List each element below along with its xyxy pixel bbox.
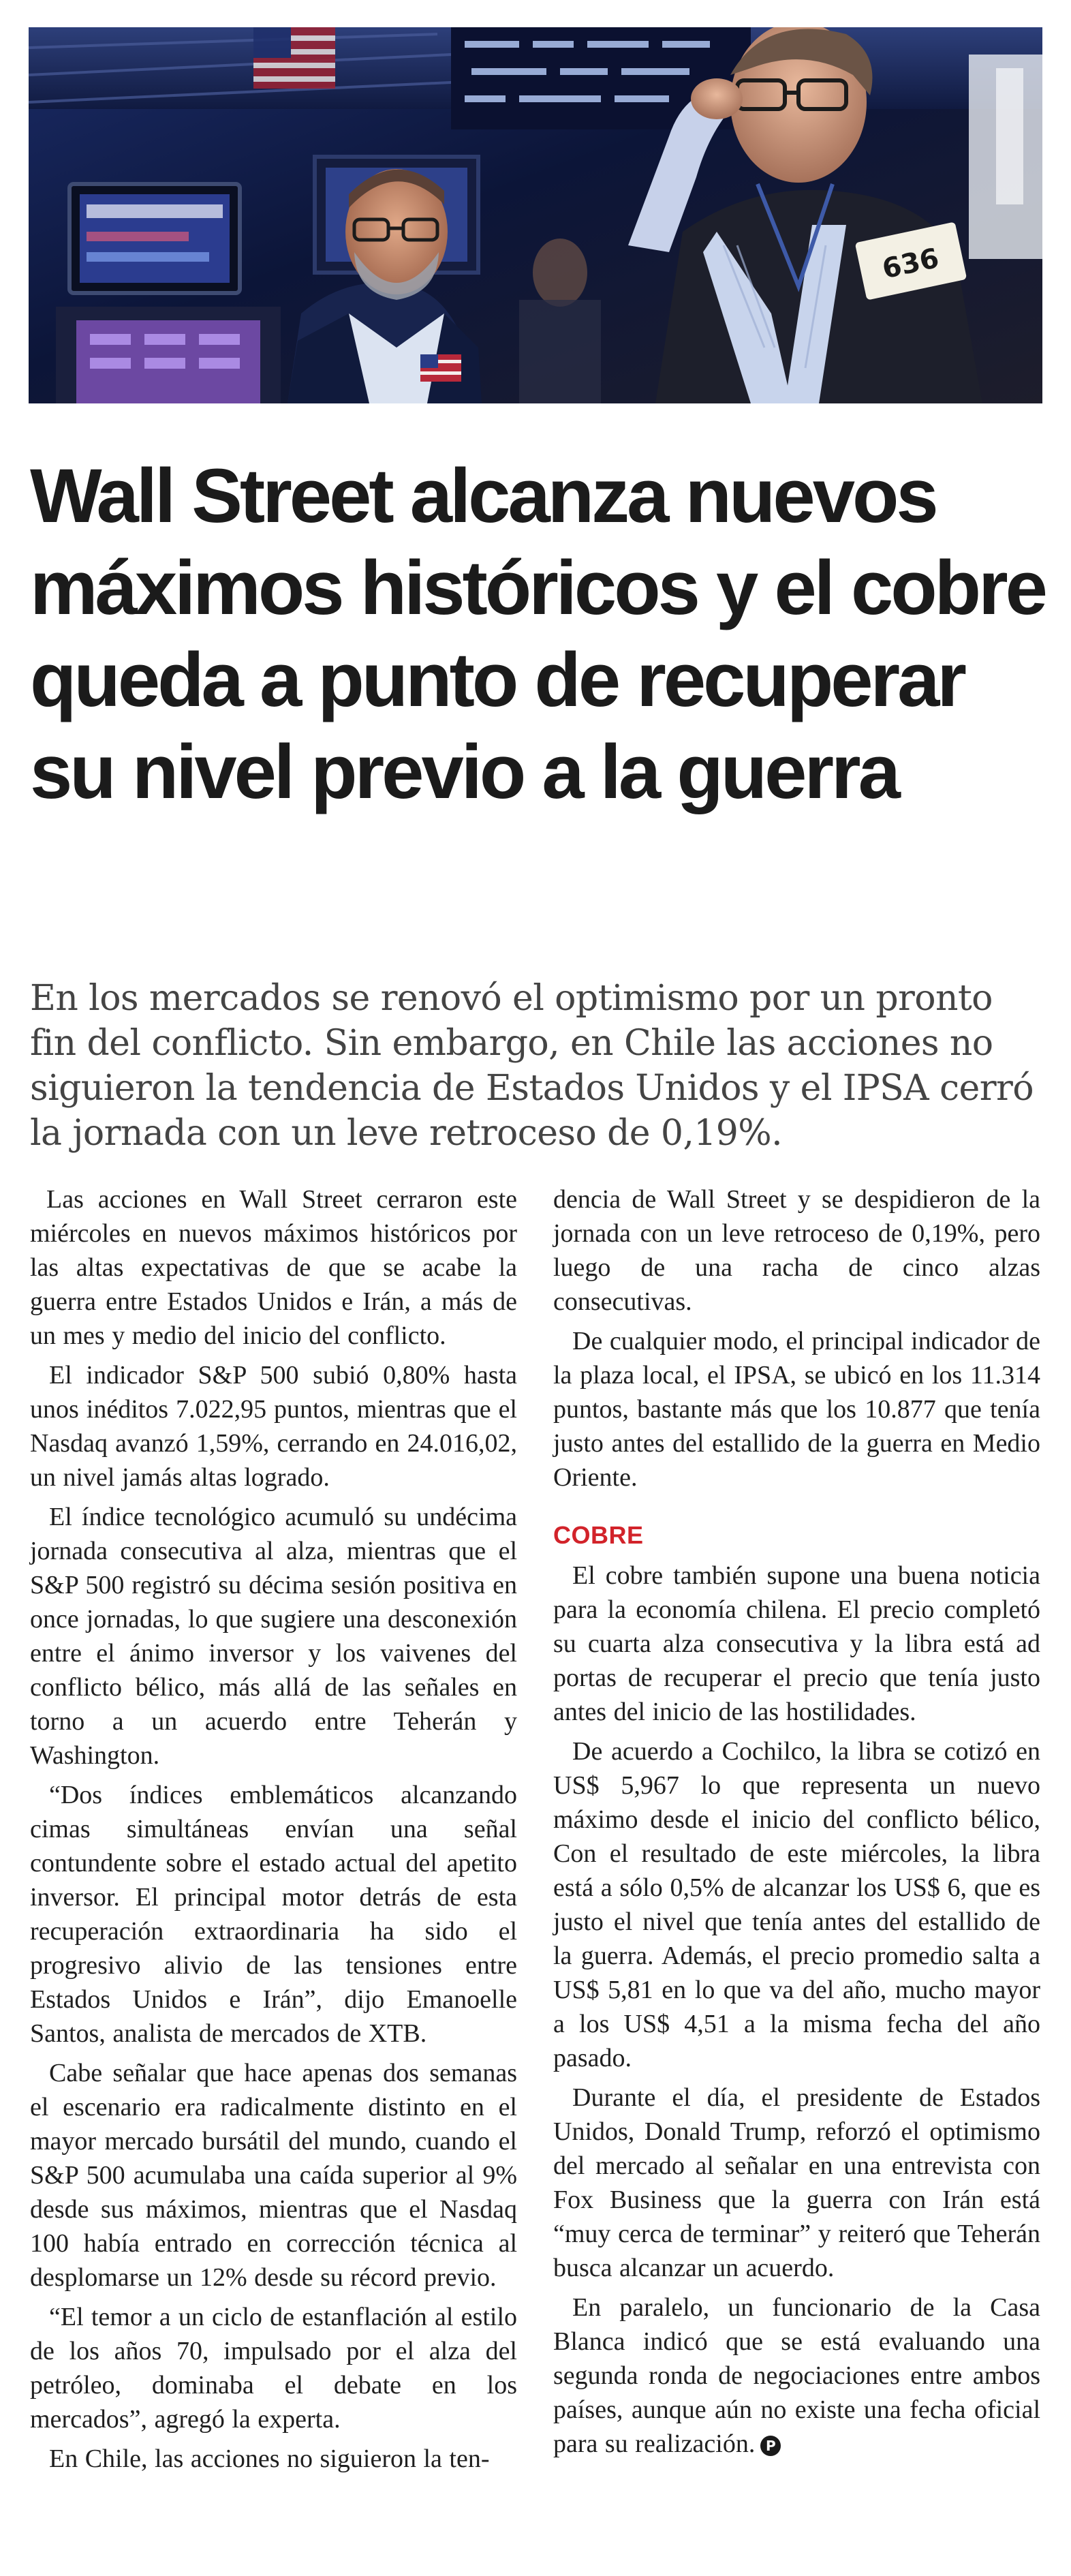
badge-number: 636	[879, 242, 942, 286]
body-paragraph: El indicador S&P 500 subió 0,80% hasta unos inéditos 7.022,95 puntos, mientras que el Nasdaq avanzó 1,59%, cerrando en 24.016,02, un nivel jamás altas logrado.	[30, 1361, 517, 1492]
body-paragraph-text: En paralelo, un funcionario de la Casa Blanca indicó que se está evaluando una segunda ronda de negociaciones entre ambos países, aunque aún no existe una fecha oficial para su realización.	[553, 2293, 1040, 2458]
headline: Wall Street alcanza nuevos máximos históricos y el cobre queda a punto de recuperar su nivel previo a la guerra	[30, 453, 1045, 814]
body-paragraph: El cobre también supone una buena noticia para la economía chilena. El precio completó su cuarta alza consecutiva y la libra está ad portas de recuperar el precio que tenía justo antes del inicio de las hostilidades.	[553, 1561, 1040, 1726]
article-subtitle: En los mercados se renovó el optimismo por un pronto fin del conflicto. Sin embargo, en Chile las acciones no siguieron la tendencia de Estados Unidos y el IPSA cerró la jornada con un leve retroceso de 0,19%.	[30, 978, 1034, 1154]
body-column-right	[553, 1182, 1040, 2466]
body-paragraph: “Dos índices emblemáticos alcanzando cimas simultáneas envían una señal contundente sobre el estado actual del apetito inversor. El principal motor detrás de esta recuperación extraordinaria ha sido el progresivo alivio de las tensiones entre Estados Unidos e Irán”, dijo Emanoelle Santos, analista de mercados de XTB.	[30, 1781, 517, 2048]
body-column-left	[30, 1182, 517, 2481]
body-paragraph: “El temor a un ciclo de estanflación al estilo de los años 70, impulsado por el alza del petróleo, dominaba el debate en los mercados”, agregó la experta.	[30, 2303, 517, 2434]
body-paragraph-last	[553, 2290, 1040, 2461]
body-paragraph: El índice tecnológico acumuló su undécima jornada consecutiva al alza, mientras que el S&P 500 registró su décima sesión positiva en once jornadas, lo que sugiere una desconexión entre el ánimo inversor y los vaivenes del conflicto bélico, más allá de las señales en torno a un acuerdo entre Teherán y Washington.	[30, 1503, 517, 1770]
section-heading: COBRE	[553, 1521, 644, 1549]
body-paragraph: Las acciones en Wall Street cerraron este miércoles en nuevos máximos históricos por las altas expectativas de que se acabe la guerra entre Estados Unidos e Irán, a más de un mes y medio del inicio del conflicto.	[30, 1185, 517, 1350]
body-paragraph: Durante el día, el presidente de Estados Unidos, Donald Trump, reforzó el optimismo del mercado al señalar en una entrevista con Fox Business que la guerra con Irán está “muy cerca de terminar” y reiteró que Teherán busca alcanzar un acuerdo.	[553, 2083, 1040, 2282]
body-paragraph: De cualquier modo, el principal indicador de la plaza local, el IPSA, se ubicó en los 11.314 puntos, bastante más que los 10.877 que tenía justo antes del estallido de la guerra en Medio Oriente.	[553, 1327, 1040, 1492]
end-mark-icon: P	[760, 2436, 781, 2456]
body-paragraph: Cabe señalar que hace apenas dos semanas el escenario era radicalmente distinto en el mayor mercado bursátil del mundo, cuando el S&P 500 acumulaba una caída superior al 9% desde sus máximos, mientras que el Nasdaq 100 había entrado en corrección técnica al desplomarse un 12% desde su récord previo.	[30, 2059, 517, 2292]
article-photo	[29, 27, 1042, 403]
body-paragraph: En Chile, las acciones no siguieron la ten-	[49, 2444, 490, 2473]
body-paragraph: dencia de Wall Street y se despidieron de la jornada con un leve retroceso de 0,19%, pero luego de una racha de cinco alzas consecutivas.	[553, 1185, 1040, 1316]
stock-exchange-traders-photo	[29, 27, 1042, 403]
body-paragraph: De acuerdo a Cochilco, la libra se cotizó en US$ 5,967 lo que representa un nuevo máximo desde el inicio del conflicto bélico, Con el resultado de este miércoles, la libra está a sólo 0,5% de alcanzar los US$ 6, que es justo el nivel que tenía antes del estallido de la guerra. Además, el precio promedio salta a US$ 5,81 en lo que va del año, mucho mayor a los US$ 4,51 a la misma fecha del año pasado.	[553, 1737, 1040, 2072]
